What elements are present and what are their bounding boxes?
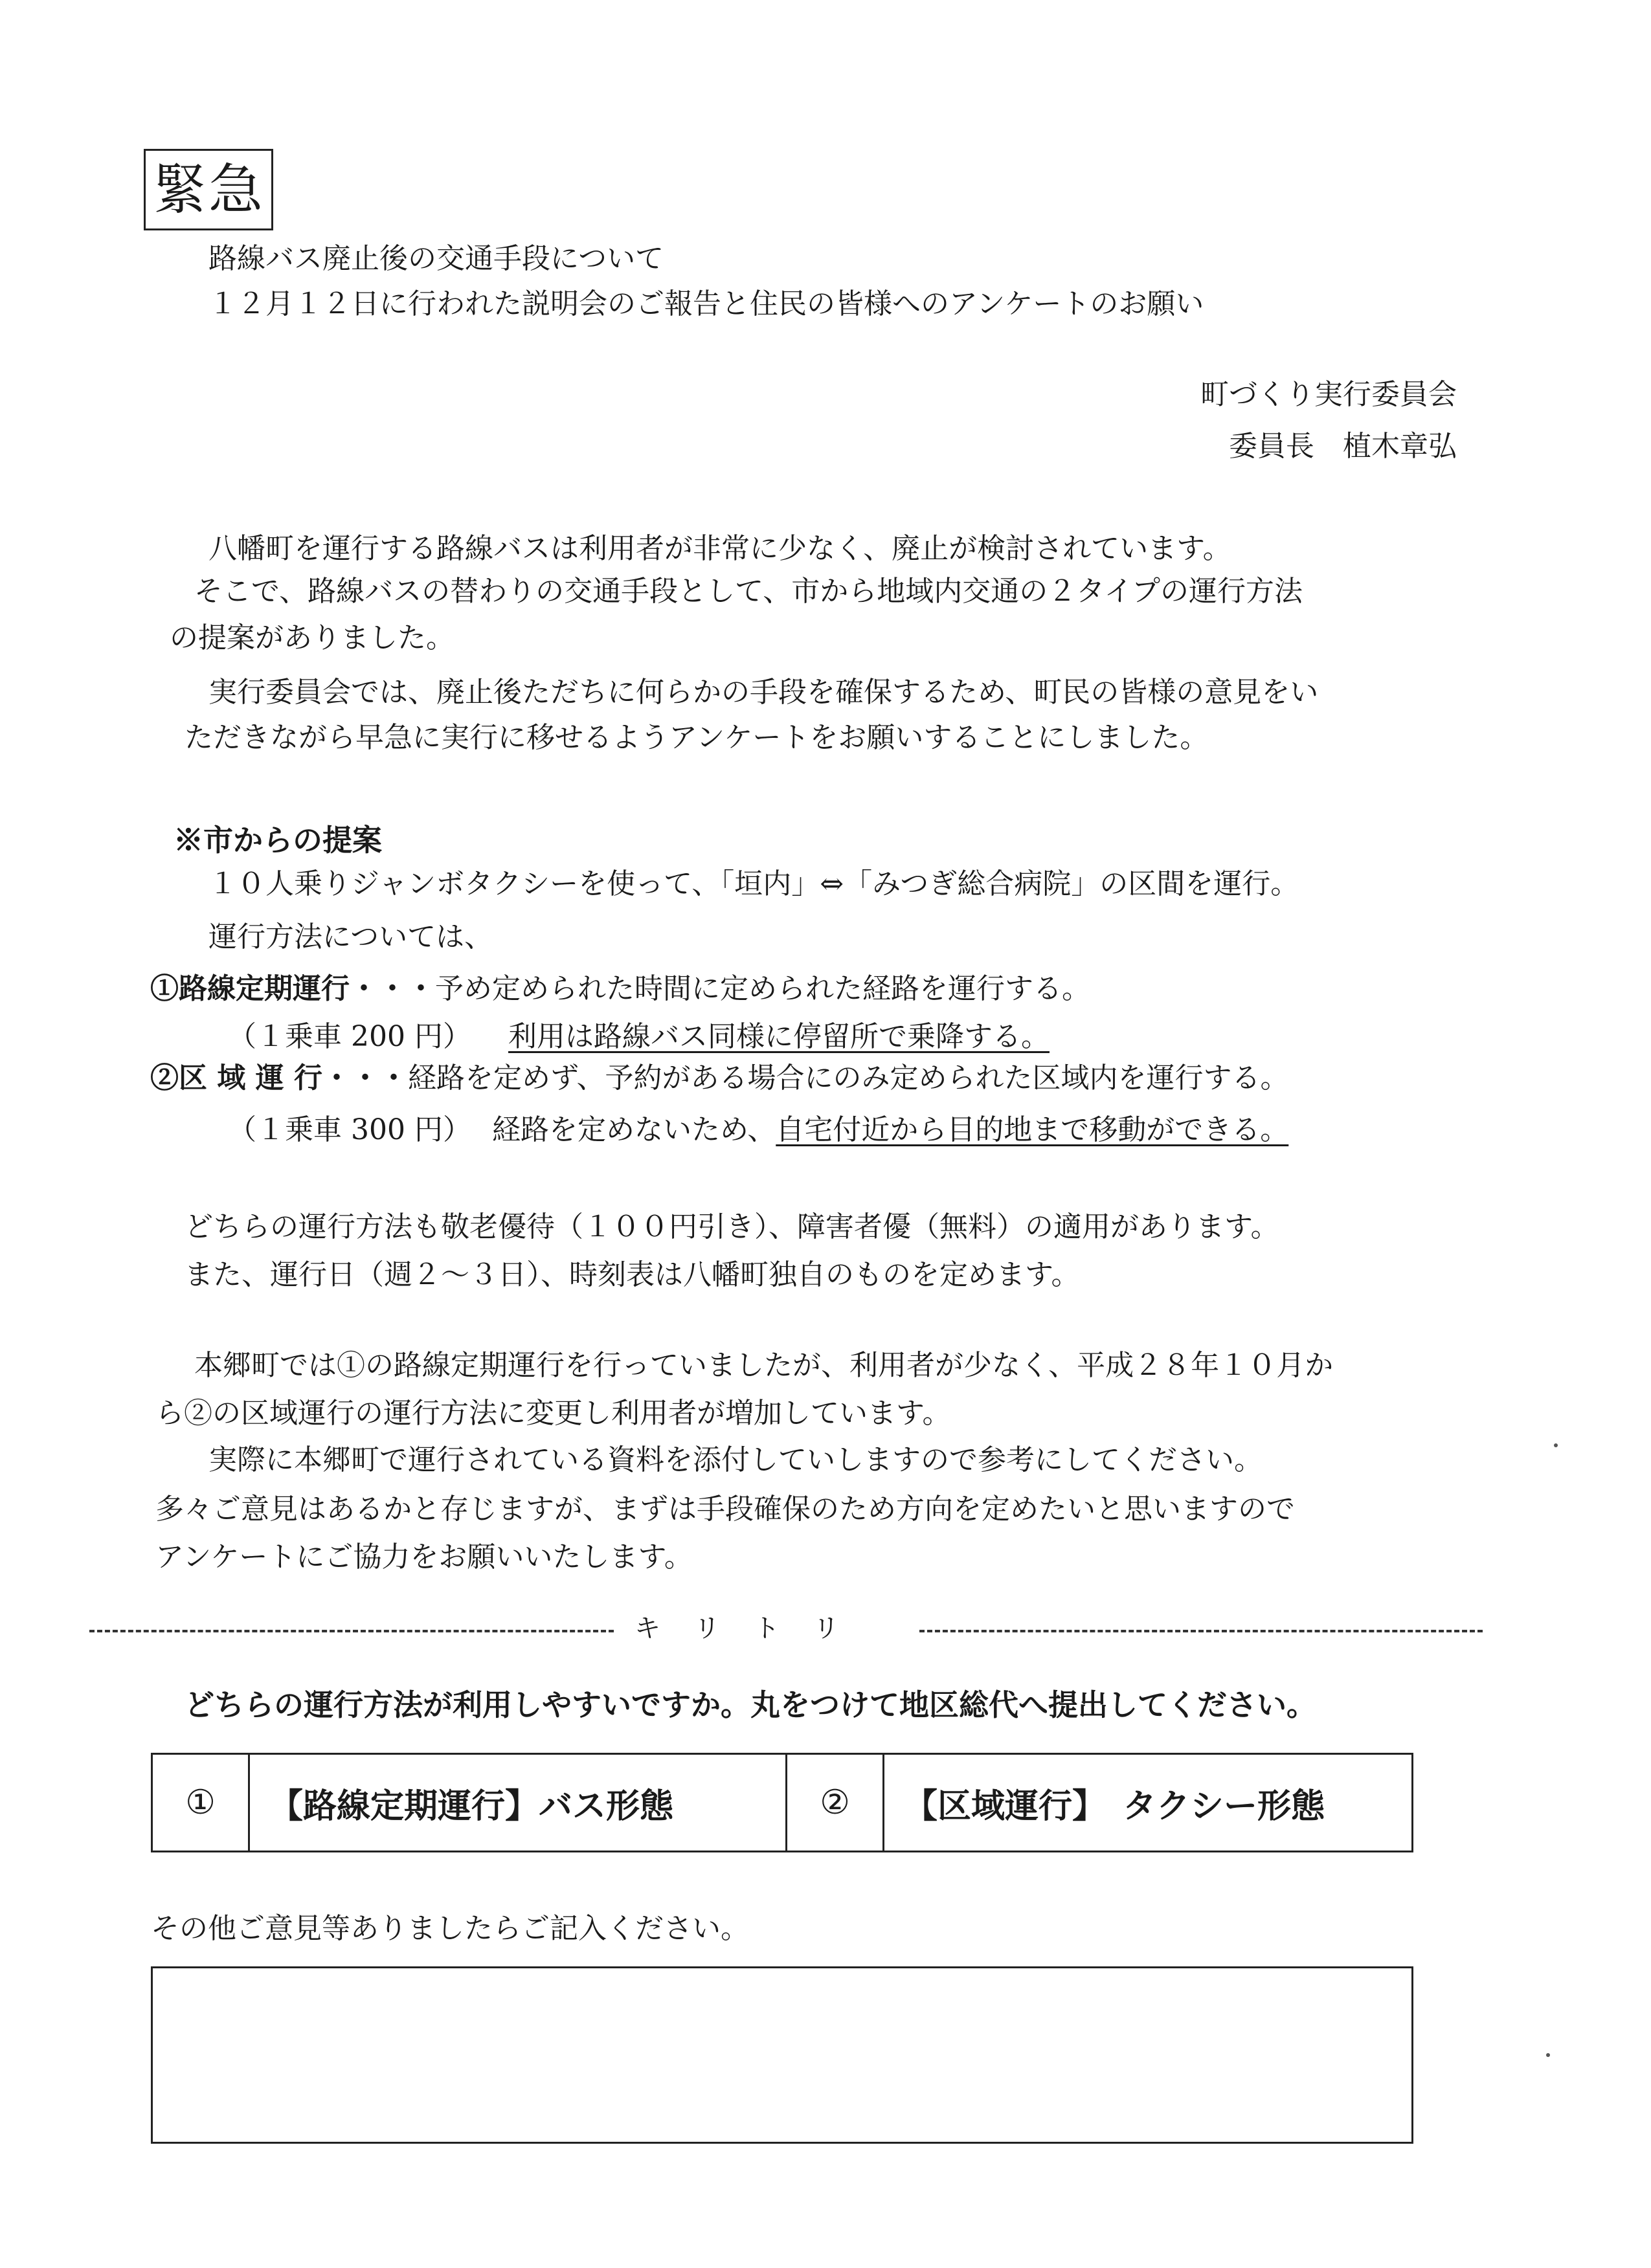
comment-box[interactable] bbox=[151, 1966, 1413, 2144]
choice-1-label[interactable]: 【路線定期運行】バス形態 bbox=[250, 1755, 787, 1851]
option-1-description: 予め定められた時間に定められた経路を運行する。 bbox=[435, 972, 1090, 1005]
chairperson-name: 委員長 植木章弘 bbox=[1229, 430, 1457, 463]
hongo-line: ら②の区域運行の運行方法に変更し利用者が増加しています。 bbox=[155, 1397, 951, 1430]
intro-line: 実行委員会では、廃止後ただちに何らかの手段を確保するため、町民の皆様の意見をい bbox=[208, 676, 1319, 709]
option-1-row bbox=[150, 970, 1090, 1008]
hongo-line: 実際に本郷町で運行されている資料を添付していしますので参考にしてください。 bbox=[208, 1443, 1263, 1476]
choice-2-label[interactable]: 【区域運行】 タクシー形態 bbox=[904, 1786, 1325, 1826]
hongo-line: 多々ご意見はあるかと存じますが、まずは手段確保のため方向を定めたいと思いますので bbox=[155, 1493, 1295, 1526]
title-line-1: 路線バス廃止後の交通手段について bbox=[208, 242, 664, 275]
choice-table bbox=[151, 1753, 1413, 1852]
cut-label: キ リ ト リ bbox=[635, 1614, 843, 1643]
scan-speck bbox=[1554, 1443, 1558, 1447]
urgent-badge: 緊急 bbox=[144, 149, 273, 230]
cut-line-right bbox=[919, 1630, 1483, 1632]
choice-2-number[interactable]: ② bbox=[787, 1755, 884, 1851]
option-1-label: ①路線定期運行・・・ bbox=[150, 972, 435, 1005]
intro-line: そこで、路線バスの替わりの交通手段として、市から地域内交通の２タイプの運行方法 bbox=[194, 575, 1303, 608]
option-1-fare: （１乗車 200 円） bbox=[228, 1020, 471, 1053]
organization-name: 町づくり実行委員会 bbox=[1200, 378, 1457, 411]
intro-line: ただきながら早急に実行に移せるようアンケートをお願いすることにしました。 bbox=[185, 721, 1209, 754]
note-line: また、運行日（週２～３日）、時刻表は八幡町独自のものを定めます。 bbox=[185, 1258, 1080, 1291]
scan-speck bbox=[1546, 2053, 1550, 2057]
option-2-label: ②区 域 運 行・・・ bbox=[150, 1062, 408, 1095]
cut-line-left bbox=[89, 1630, 614, 1632]
proposal-line: 運行方法については、 bbox=[208, 920, 493, 953]
option-2-row bbox=[150, 1059, 1288, 1098]
intro-line: 八幡町を運行する路線バスは利用者が非常に少なく、廃止が検討されています。 bbox=[208, 532, 1231, 565]
survey-question: どちらの運行方法が利用しやすいですか。丸をつけて地区総代へ提出してください。 bbox=[185, 1687, 1316, 1722]
option-1-note: 利用は路線バス同様に停留所で乗降する。 bbox=[508, 1020, 1050, 1053]
proposal-heading: ※市からの提案 bbox=[174, 823, 382, 858]
proposal-line: １０人乗りジャンボタクシーを使って、「垣内」⇔「みつぎ総合病院」の区間を運行。 bbox=[208, 867, 1299, 900]
hongo-line: アンケートにご協力をお願いいたします。 bbox=[155, 1540, 693, 1573]
comment-prompt: その他ご意見等ありましたらご記入ください。 bbox=[151, 1912, 749, 1945]
intro-line: の提案がありました。 bbox=[170, 621, 455, 654]
option-2-fare: （１乗車 300 円） bbox=[228, 1113, 471, 1146]
note-line: どちらの運行方法も敬老優待（１００円引き）、障害者優（無料）の適用があります。 bbox=[185, 1210, 1279, 1243]
option-2-description: 経路を定めず、予約がある場合にのみ定められた区域内を運行する。 bbox=[407, 1062, 1289, 1095]
hongo-line: 本郷町では①の路線定期運行を行っていましたが、利用者が少なく、平成２８年１０月か bbox=[194, 1349, 1334, 1382]
title-line-2: １２月１２日に行われた説明会のご報告と住民の皆様へのアンケートのお願い bbox=[208, 287, 1204, 320]
choice-1-number[interactable]: ① bbox=[153, 1755, 250, 1851]
option-2-note bbox=[492, 1111, 1288, 1150]
option-2-note-underlined: 自宅付近から目的地まで移動ができる。 bbox=[776, 1113, 1289, 1146]
option-2-note-plain: 経路を定めないため、 bbox=[492, 1113, 776, 1146]
